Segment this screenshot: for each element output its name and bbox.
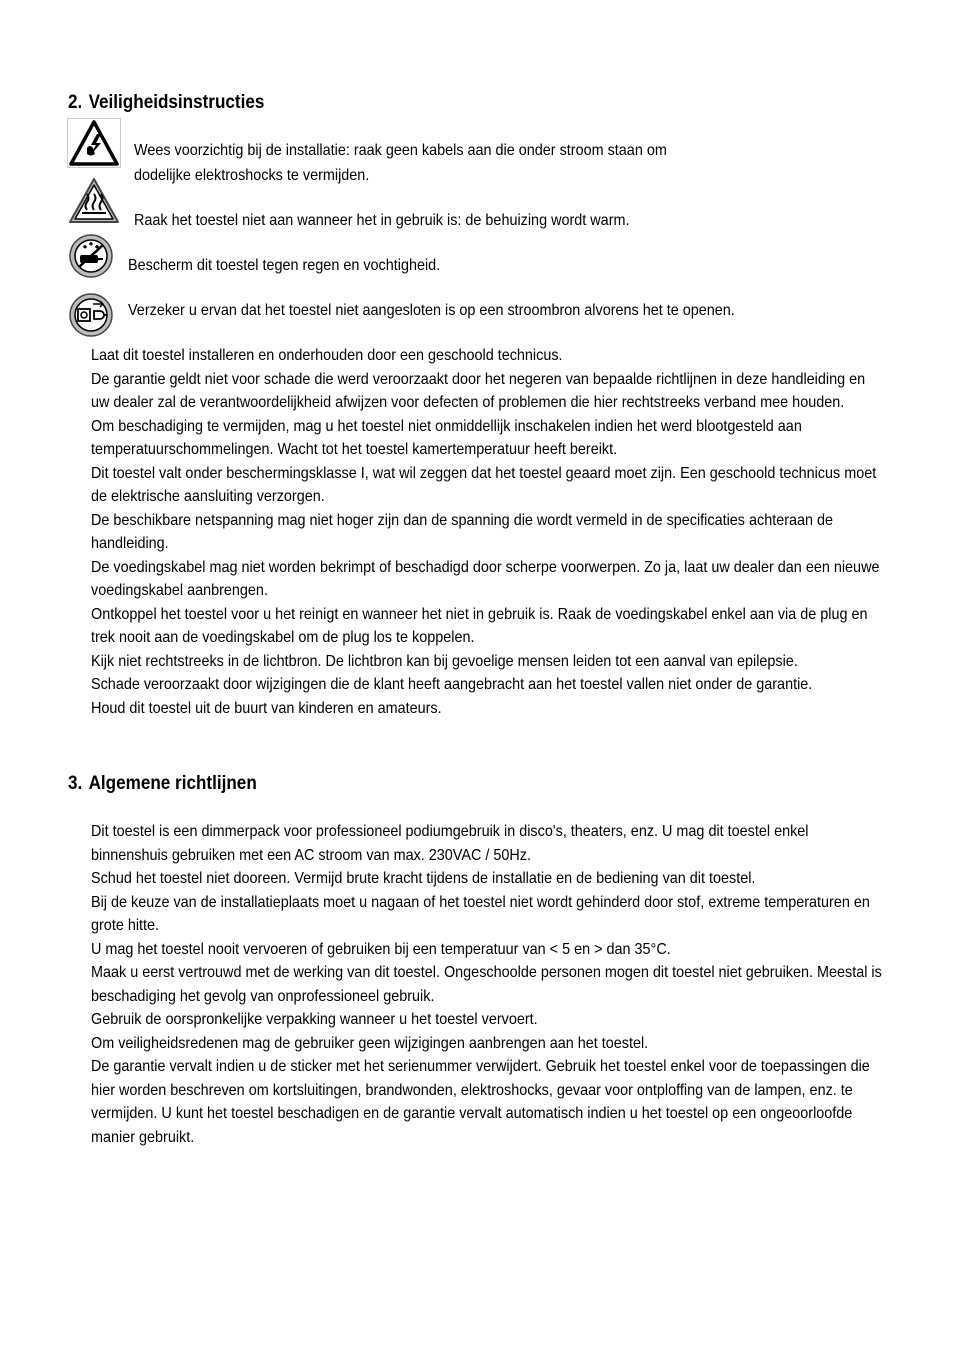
electric-shock-warning-icon: [67, 118, 121, 168]
section-2-title: Veiligheidsinstructies: [88, 92, 265, 113]
safety-paragraph: Houd dit toestel uit de buurt van kinderen en amateurs.: [91, 699, 442, 717]
unplug-icon: [67, 292, 115, 338]
warning-text-hot-surface: Raak het toestel niet aan wanneer het in gebruik is: de behuizing wordt warm.: [134, 212, 630, 229]
warning-text-electric-shock: [134, 138, 667, 188]
section-3-number: 3.: [68, 773, 83, 794]
guideline-paragraph: Maak u eerst vertrouwd met de werking van dit toestel. Ongeschoolde personen mogen dit toestel niet gebruiken. Meestal is beschadiging het gevolg van onprofessioneel gebruik.: [91, 964, 882, 1005]
section-2-heading: [68, 92, 264, 114]
guideline-paragraph: Dit toestel is een dimmerpack voor professioneel podiumgebruik in disco's, theaters, enz. U mag dit toestel enkel binnenshuis gebruiken met een AC stroom van max. 230VAC / 50Hz.: [91, 823, 809, 864]
warning-1-line: Wees voorzichtig bij de installatie: raak geen kabels aan die onder stroom staan om: [134, 142, 667, 159]
safety-paragraph: Laat dit toestel installeren en onderhouden door een geschoold technicus.: [91, 347, 563, 364]
section-3-title: Algemene richtlijnen: [88, 773, 257, 794]
warning-1-line: dodelijke elektroshocks te vermijden.: [134, 167, 370, 184]
section-2-number: 2.: [68, 92, 83, 113]
section-3-heading: [68, 773, 257, 795]
guideline-paragraph: De garantie vervalt indien u de sticker met het serienummer verwijdert. Gebruik het toestel enkel voor de toepassingen die hier worden beschreven om kortsluitingen, brandwonden, elektroshocks, gevaar voor ontploffing van de lampen, enz. te vermijden. U kunt het toestel beschadigen en de garantie vervalt automatisch indien u het toestel op een ongeoorloofde manier gebruikt.: [91, 1058, 870, 1146]
warning-text-no-water: Bescherm dit toestel tegen regen en vochtigheid.: [128, 257, 441, 274]
section-3-body: [91, 820, 883, 1149]
safety-paragraph: Dit toestel valt onder beschermingsklasse I, wat wil zeggen dat het toestel geaard moet zijn. Een geschoold technicus moet de elektrische aansluiting verzorgen.: [91, 464, 877, 505]
safety-paragraph: Kijk niet rechtstreeks in de lichtbron. De lichtbron kan bij gevoelige mensen leiden tot een aanval van epilepsie.: [91, 652, 798, 670]
guideline-paragraph: Bij de keuze van de installatieplaats moet u nagaan of het toestel niet wordt gehinderd door stof, extreme temperaturen en grote hitte.: [91, 893, 870, 934]
guideline-paragraph: Gebruik de oorspronkelijke verpakking wanneer u het toestel vervoert.: [91, 1011, 538, 1028]
safety-paragraph: De beschikbare netspanning mag niet hoger zijn dan de spanning die wordt vermeld in de specificaties achteraan de handleiding.: [91, 511, 834, 552]
hot-surface-warning-icon: [67, 176, 121, 226]
guideline-paragraph: U mag het toestel nooit vervoeren of gebruiken bij een temperatuur van < 5 en > dan 35°C.: [91, 940, 671, 958]
safety-paragraph: Ontkoppel het toestel voor u het reinigt en wanneer het niet in gebruik is. Raak de voedingskabel enkel aan via de plug en trek nooit aan de voedingskabel om de plug los te koppelen.: [91, 605, 868, 646]
guideline-paragraph: Schud het toestel niet dooreen. Vermijd brute kracht tijdens de installatie en de bediening van dit toestel.: [91, 870, 756, 887]
warning-text-unplug: Verzeker u ervan dat het toestel niet aangesloten is op een stroombron alvorens het te openen.: [128, 302, 735, 319]
section-2-body: [91, 344, 883, 720]
safety-paragraph: Schade veroorzaakt door wijzigingen die de klant heeft aangebracht aan het toestel vallen niet onder de garantie.: [91, 676, 813, 693]
safety-paragraph: De garantie geldt niet voor schade die werd veroorzaakt door het negeren van bepaalde richtlijnen in deze handleiding en uw dealer zal de verantwoordelijkheid afwijzen voor defecten of problemen die hier rechtstreeks verband mee houden.: [91, 370, 866, 411]
no-water-icon: [67, 233, 115, 279]
safety-paragraph: Om beschadiging te vermijden, mag u het toestel niet onmiddellijk inschakelen indien het werd blootgesteld aan temperatuurschommelingen. Wacht tot het toestel kamertemperatuur heeft bereikt.: [91, 417, 802, 458]
safety-paragraph: De voedingskabel mag niet worden bekrimpt of beschadigd door scherpe voorwerpen. Zo ja, laat uw dealer dan een nieuwe voedingskabel aanbrengen.: [91, 558, 880, 599]
guideline-paragraph: Om veiligheidsredenen mag de gebruiker geen wijzigingen aanbrengen aan het toestel.: [91, 1034, 649, 1052]
